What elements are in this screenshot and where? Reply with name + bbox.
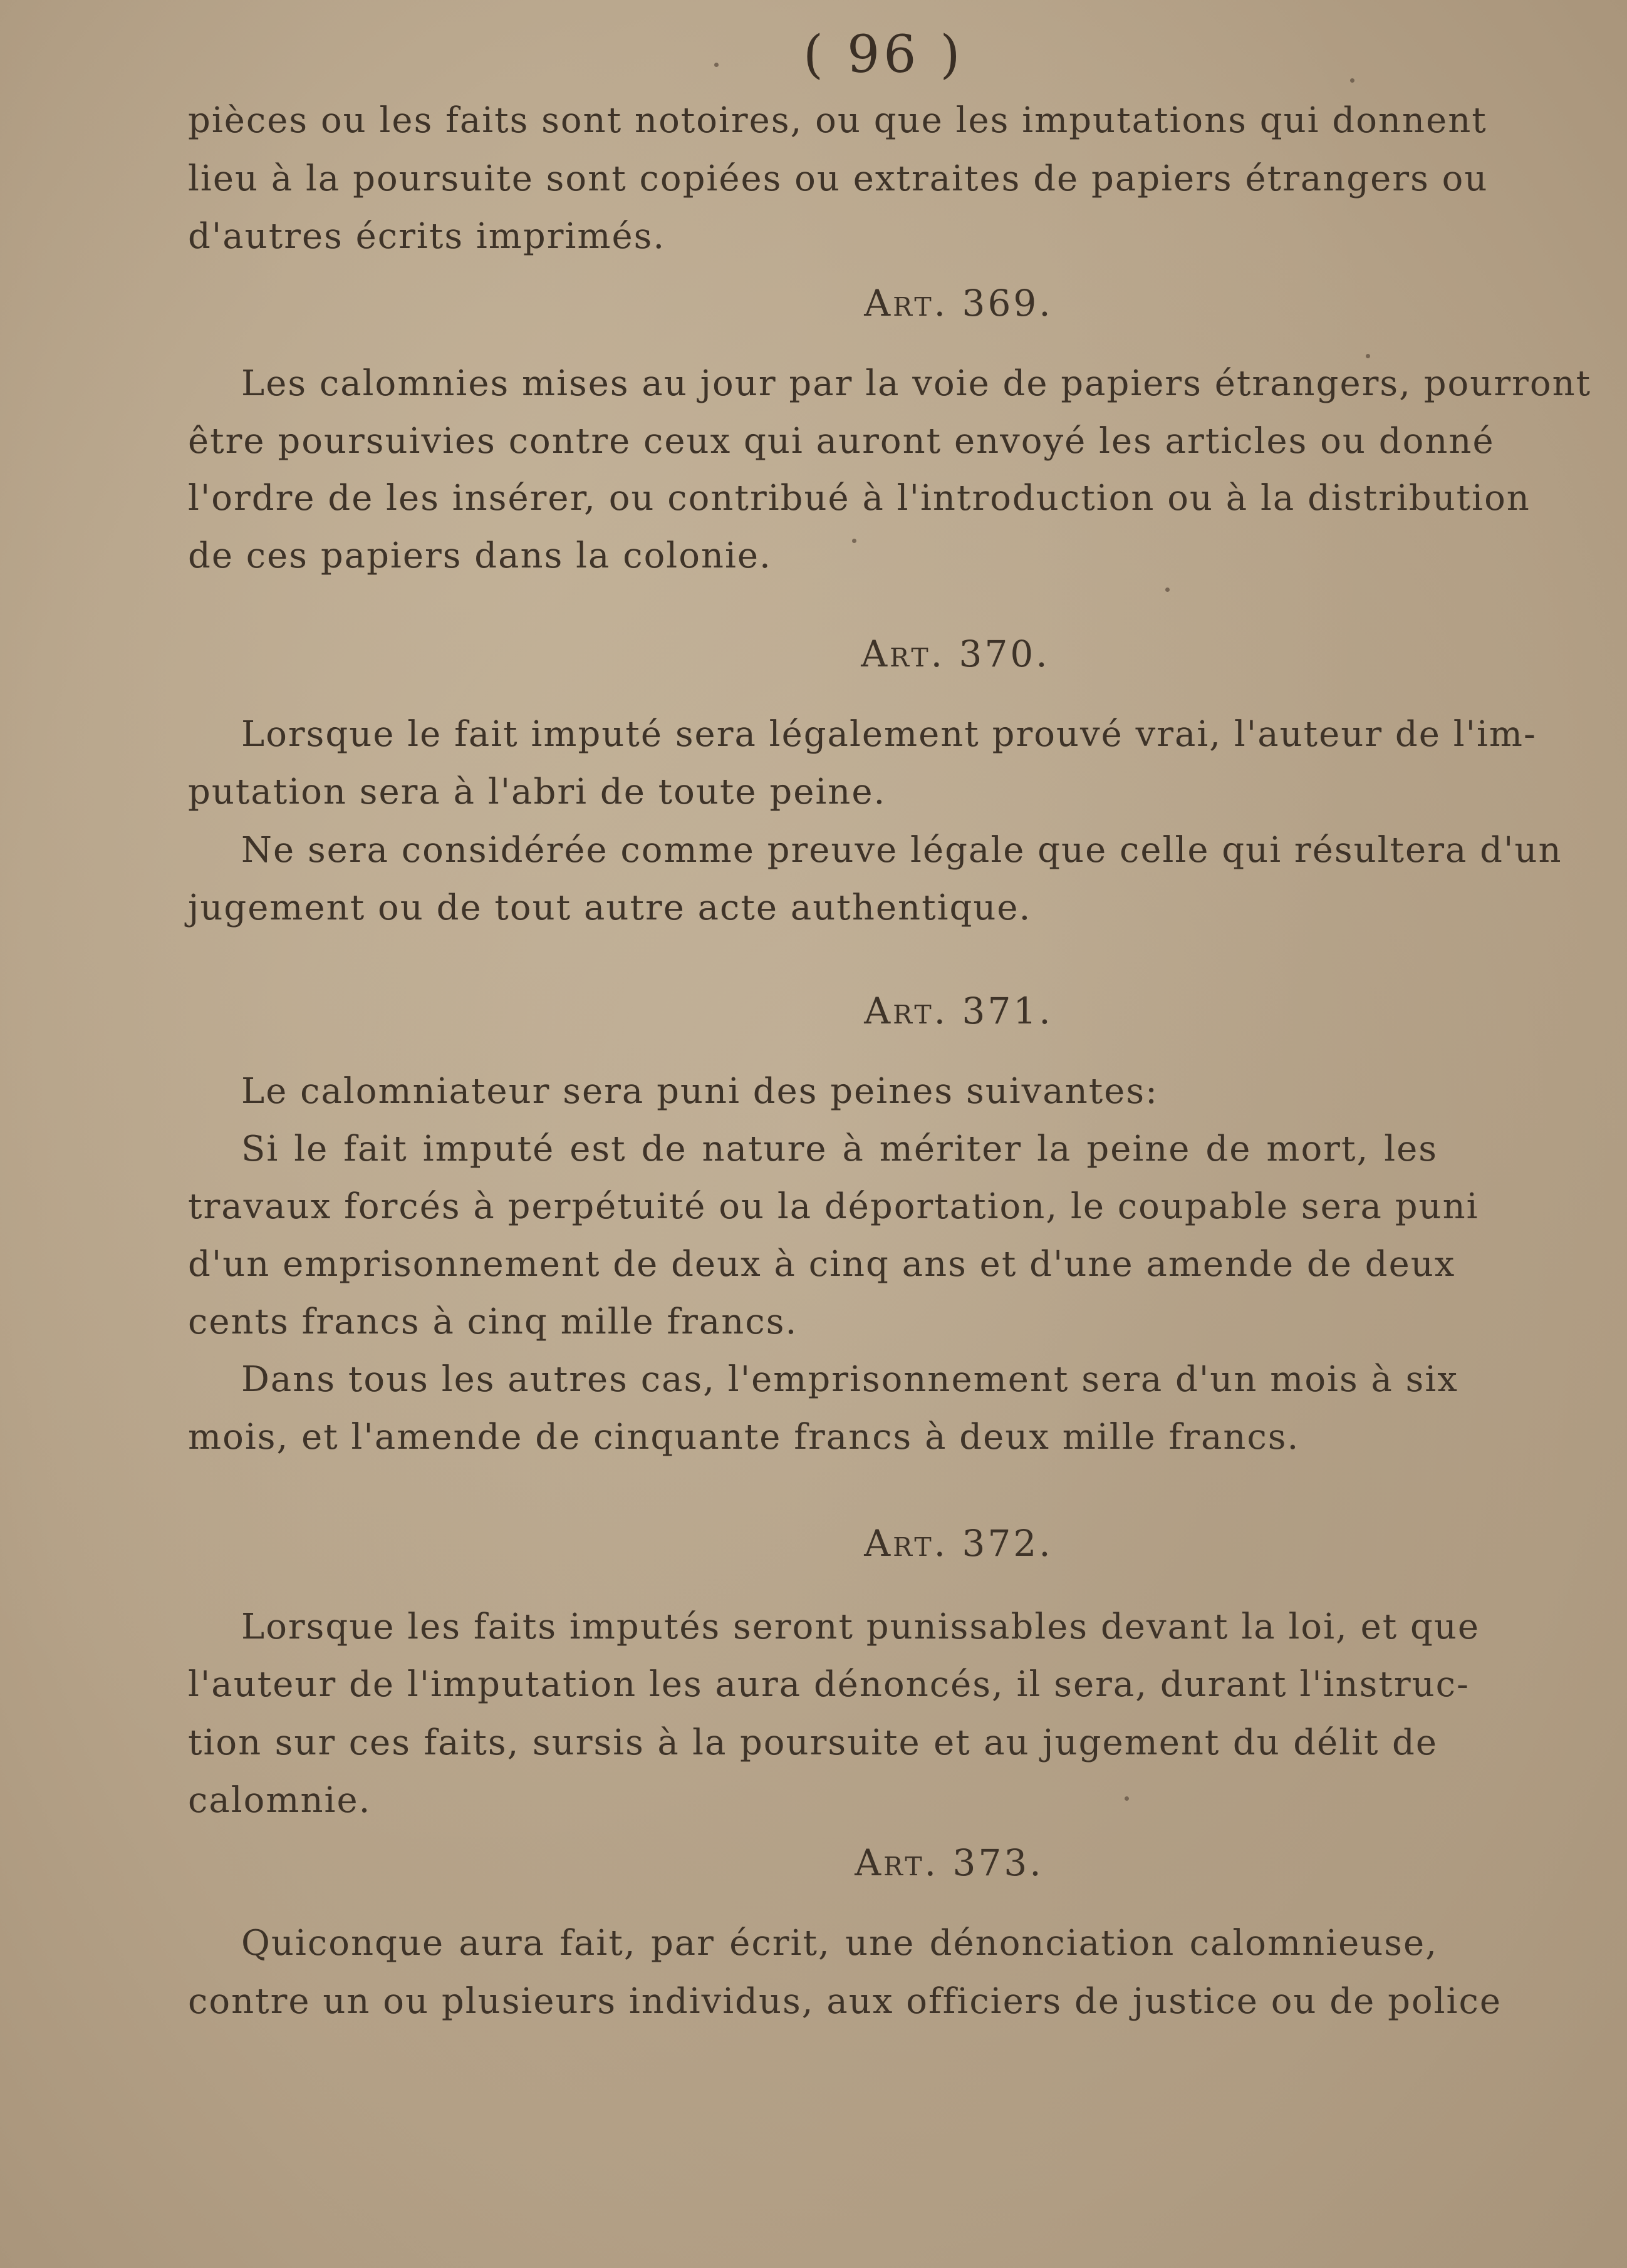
article-heading-369: Art. 369. (864, 282, 1053, 324)
text-line: l'auteur de l'imputation les aura dénoncés, il sera, durant l'instruc- (188, 1664, 1470, 1705)
text-line: pièces ou les faits sont notoires, ou que les imputations qui donnent (188, 100, 1487, 141)
text-line: Les calomnies mises au jour par la voie de papiers étrangers, pourront (241, 363, 1592, 404)
page-number: ( 96 ) (803, 25, 964, 85)
text-line: cents francs à cinq mille francs. (188, 1302, 798, 1342)
text-line: calomnie. (188, 1780, 372, 1821)
text-line: d'un emprisonnement de deux à cinq ans et d'une amende de deux (188, 1244, 1456, 1285)
article-heading-372: Art. 372. (864, 1522, 1053, 1565)
paper-speck (1366, 354, 1370, 358)
text-line: mois, et l'amende de cinquante francs à deux mille francs. (188, 1417, 1300, 1458)
text-line: travaux forcés à perpétuité ou la déportation, le coupable sera puni (188, 1186, 1479, 1227)
paper-speck (714, 63, 719, 67)
text-line: de ces papiers dans la colonie. (188, 536, 772, 576)
paper-speck (1165, 588, 1170, 592)
article-heading-370: Art. 370. (861, 633, 1050, 675)
text-line: Si le fait imputé est de nature à mériter la peine de mort, les (241, 1129, 1438, 1169)
text-line: Le calomniateur sera puni des peines suivantes: (241, 1071, 1159, 1112)
paper-speck (1125, 1796, 1129, 1801)
text-line: être poursuivies contre ceux qui auront envoyé les articles ou donné (188, 421, 1495, 462)
text-line: putation sera à l'abri de toute peine. (188, 772, 886, 812)
article-heading-371: Art. 371. (864, 990, 1053, 1032)
text-line: Quiconque aura fait, par écrit, une dénonciation calomnieuse, (241, 1923, 1438, 1964)
text-line: d'autres écrits imprimés. (188, 216, 666, 257)
text-line: Lorsque les faits imputés seront punissables devant la loi, et que (241, 1607, 1480, 1647)
text-line: contre un ou plusieurs individus, aux officiers de justice ou de police (188, 1981, 1502, 2022)
text-line: Lorsque le fait imputé sera légalement prouvé vrai, l'auteur de l'im- (241, 714, 1537, 755)
text-line: jugement ou de tout autre acte authentique. (188, 888, 1032, 928)
article-heading-373: Art. 373. (855, 1841, 1044, 1884)
text-line: lieu à la poursuite sont copiées ou extraites de papiers étrangers ou (188, 158, 1489, 199)
text-line: Ne sera considérée comme preuve légale que celle qui résultera d'un (241, 830, 1562, 871)
paper-speck (852, 539, 856, 543)
text-line: tion sur ces faits, sursis à la poursuite et au jugement du délit de (188, 1722, 1438, 1763)
paper-speck (1350, 78, 1354, 83)
text-line: l'ordre de les insérer, ou contribué à l'introduction ou à la distribution (188, 478, 1531, 519)
text-line: Dans tous les autres cas, l'emprisonnement sera d'un mois à six (241, 1359, 1458, 1400)
